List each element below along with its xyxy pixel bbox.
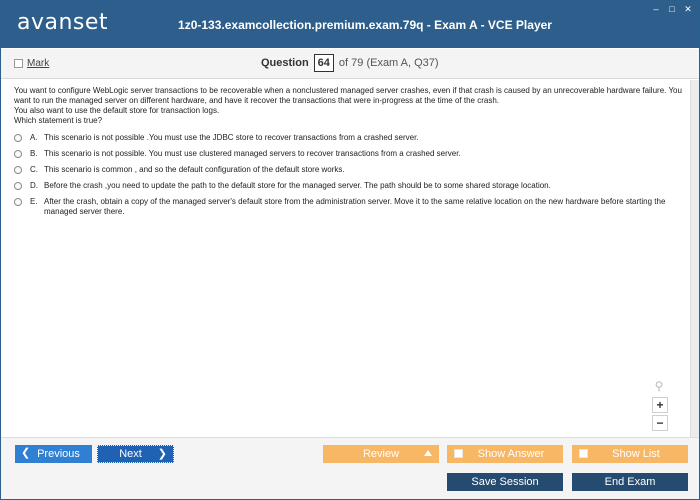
option-letter: A. xyxy=(30,133,38,142)
end-exam-label: End Exam xyxy=(604,476,656,488)
avanset-logo: avanset xyxy=(17,10,109,35)
show-list-label: Show List xyxy=(612,448,660,460)
save-session-label: Save Session xyxy=(471,476,539,488)
answer-option-e[interactable] xyxy=(14,197,686,217)
checkbox-icon[interactable] xyxy=(14,59,23,68)
radio-button[interactable] xyxy=(14,166,22,174)
question-total: of 79 (Exam A, Q37) xyxy=(338,57,439,69)
question-line: You want to configure WebLogic server transactions to be recoverable when a nonclustered managed server crashes, even if that crash is caused by an unrecoverable hardware failure. You want to run the managed server on different hardware, and have it recover the transactions that were in-progress at the time of the crash. xyxy=(14,86,682,105)
zoom-search-icon: ⚲ xyxy=(654,379,664,393)
chevron-left-icon: ❮ xyxy=(21,447,31,459)
question-line: Which statement is true? xyxy=(14,116,103,125)
mark-checkbox[interactable] xyxy=(14,58,49,69)
minimize-icon[interactable]: – xyxy=(653,4,659,14)
radio-button[interactable] xyxy=(14,134,22,142)
end-exam-button[interactable] xyxy=(572,473,688,491)
option-text: This scenario is common , and so the default configuration of the default store works. xyxy=(44,165,345,174)
save-session-button[interactable] xyxy=(447,473,563,491)
title-bar xyxy=(1,1,699,48)
question-line: You also want to use the default store for transaction logs. xyxy=(14,106,220,115)
show-answer-label: Show Answer xyxy=(477,448,545,460)
zoom-out-button[interactable]: − xyxy=(652,415,668,431)
zoom-in-button[interactable]: + xyxy=(652,397,668,413)
question-number-input[interactable]: 64 xyxy=(314,54,334,72)
checkbox-icon xyxy=(454,449,463,458)
question-header xyxy=(1,49,699,79)
radio-button[interactable] xyxy=(14,182,22,190)
window-title: 1z0-133.examcollection.premium.exam.79q - Exam A - VCE Player xyxy=(178,18,552,32)
answer-option-a[interactable] xyxy=(14,133,686,143)
close-icon[interactable]: ✕ xyxy=(684,4,692,14)
chevron-right-icon: ❯ xyxy=(157,448,167,460)
option-letter: C. xyxy=(30,165,38,174)
vertical-scrollbar[interactable] xyxy=(690,80,699,437)
show-list-button[interactable] xyxy=(572,445,688,463)
question-label: Question xyxy=(261,57,309,69)
caret-up-icon xyxy=(424,450,432,456)
question-navigator xyxy=(261,54,439,72)
answer-option-d[interactable] xyxy=(14,181,686,191)
answer-option-b[interactable] xyxy=(14,149,686,159)
radio-button[interactable] xyxy=(14,198,22,206)
maximize-icon[interactable]: □ xyxy=(669,4,675,14)
review-button[interactable] xyxy=(323,445,439,463)
mark-label[interactable]: Mark xyxy=(27,58,50,69)
previous-button[interactable] xyxy=(15,445,92,463)
option-letter: D. xyxy=(30,181,38,190)
next-button[interactable] xyxy=(97,445,174,463)
window-controls xyxy=(651,4,693,14)
review-label: Review xyxy=(362,448,400,460)
answer-options xyxy=(14,133,686,223)
show-answer-button[interactable] xyxy=(447,445,563,463)
option-text: This scenario is not possible. You must use clustered managed servers to recover transactions from a crashed server. xyxy=(44,149,461,158)
bottom-toolbar xyxy=(1,437,699,499)
checkbox-icon xyxy=(579,449,588,458)
option-text: Before the crash ,you need to update the path to the default store for the managed server. The path should be to some shared storage location. xyxy=(44,181,551,190)
option-letter: E. xyxy=(30,197,38,206)
option-text: This scenario is not possible .You must use the JDBC store to recover transactions from a crashed server. xyxy=(44,133,419,142)
option-letter: B. xyxy=(30,149,38,158)
next-label: Next xyxy=(119,448,142,460)
previous-label: Previous xyxy=(37,448,80,460)
question-text xyxy=(14,86,686,126)
radio-button[interactable] xyxy=(14,150,22,158)
answer-option-c[interactable] xyxy=(14,165,686,175)
option-text: After the crash, obtain a copy of the managed server's default store from the administration server. Move it to the same relative location on the new hardware before starting the managed server there. xyxy=(44,197,666,216)
